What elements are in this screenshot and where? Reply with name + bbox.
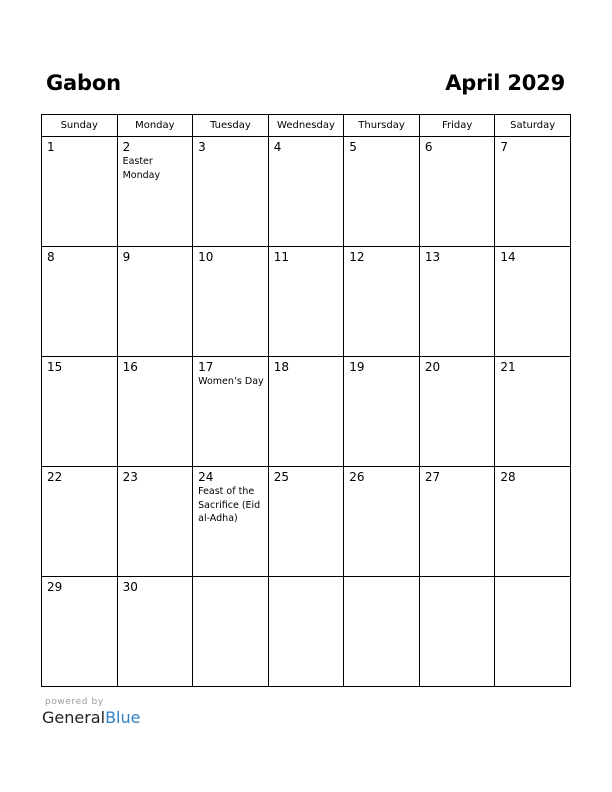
day-cell <box>344 467 420 577</box>
generalblue-logo <box>42 708 140 727</box>
day-cell <box>117 247 193 357</box>
day-cell <box>419 247 495 357</box>
day-number: 3 <box>198 140 206 154</box>
day-number: 18 <box>273 360 289 374</box>
day-number: 9 <box>122 250 131 264</box>
day-cell <box>193 357 269 467</box>
day-cell <box>495 137 571 247</box>
logo-text-blue: Blue <box>105 708 141 727</box>
empty-day-cell <box>419 577 495 687</box>
day-number: 20 <box>424 360 441 374</box>
day-cell <box>495 357 571 467</box>
day-cell <box>268 357 344 467</box>
day-number: 2 <box>122 140 131 154</box>
day-cell <box>117 137 193 247</box>
weekday-tuesday: Tuesday <box>193 115 269 137</box>
day-number: 12 <box>349 250 365 264</box>
weekday-saturday: Saturday <box>495 115 571 137</box>
day-number: 27 <box>424 470 441 484</box>
empty-day-cell <box>344 577 420 687</box>
day-cell <box>117 467 193 577</box>
day-cell <box>42 577 118 687</box>
week-row-4 <box>42 467 571 577</box>
day-cell <box>419 137 495 247</box>
day-cell <box>344 137 420 247</box>
week-row-5 <box>42 577 571 687</box>
country-title: Gabon <box>46 71 121 95</box>
day-cell <box>268 467 344 577</box>
day-cell <box>193 247 269 357</box>
day-number: 21 <box>500 360 516 374</box>
week-row-1 <box>42 137 571 247</box>
day-cell <box>42 357 118 467</box>
week-row-3 <box>42 357 571 467</box>
empty-day-cell <box>193 577 269 687</box>
day-cell <box>495 247 571 357</box>
day-number: 29 <box>47 580 63 594</box>
day-number: 13 <box>424 250 441 264</box>
day-number: 1 <box>47 140 55 154</box>
empty-day-cell <box>495 577 571 687</box>
day-number: 22 <box>47 470 63 484</box>
day-number: 30 <box>122 580 138 594</box>
day-cell <box>268 137 344 247</box>
holiday-label: Feast of the Sacrifice (Eid al-Adha) <box>198 486 261 524</box>
day-number: 26 <box>349 470 365 484</box>
logo-text-general: General <box>42 708 106 727</box>
day-number: 17 <box>198 360 214 374</box>
day-number: 15 <box>47 360 63 374</box>
day-cell <box>42 247 118 357</box>
day-number: 25 <box>273 470 289 484</box>
empty-day-cell <box>268 577 344 687</box>
holiday-label: Women’s Day <box>198 376 264 387</box>
day-number: 16 <box>122 360 138 374</box>
day-cell <box>193 137 269 247</box>
day-number: 7 <box>500 140 509 154</box>
day-cell <box>42 137 118 247</box>
holiday-label: Easter Monday <box>122 156 161 181</box>
day-cell <box>344 357 420 467</box>
day-number: 5 <box>349 140 357 154</box>
day-cell <box>419 357 495 467</box>
day-cell <box>193 467 269 577</box>
day-cell <box>344 247 420 357</box>
day-number: 23 <box>122 470 138 484</box>
day-number: 6 <box>424 140 433 154</box>
day-cell <box>268 247 344 357</box>
day-cell <box>117 357 193 467</box>
day-number: 11 <box>273 250 289 264</box>
weekday-friday: Friday <box>419 115 495 137</box>
day-number: 4 <box>273 140 282 154</box>
day-cell <box>419 467 495 577</box>
weekday-thursday: Thursday <box>344 115 420 137</box>
month-year-title: April 2029 <box>445 71 565 95</box>
day-number: 14 <box>500 250 516 264</box>
weekday-header-row <box>42 115 571 137</box>
day-number: 24 <box>198 470 214 484</box>
day-number: 19 <box>349 360 365 374</box>
weekday-monday: Monday <box>117 115 193 137</box>
day-number: 8 <box>47 250 55 264</box>
day-cell <box>117 577 193 687</box>
powered-by-label: powered by <box>45 697 104 707</box>
weekday-sunday: Sunday <box>42 115 118 137</box>
weekday-wednesday: Wednesday <box>268 115 344 137</box>
day-number: 28 <box>500 470 516 484</box>
day-cell <box>495 467 571 577</box>
week-row-2 <box>42 247 571 357</box>
calendar-grid <box>41 114 571 687</box>
day-number: 10 <box>198 250 214 264</box>
day-cell <box>42 467 118 577</box>
